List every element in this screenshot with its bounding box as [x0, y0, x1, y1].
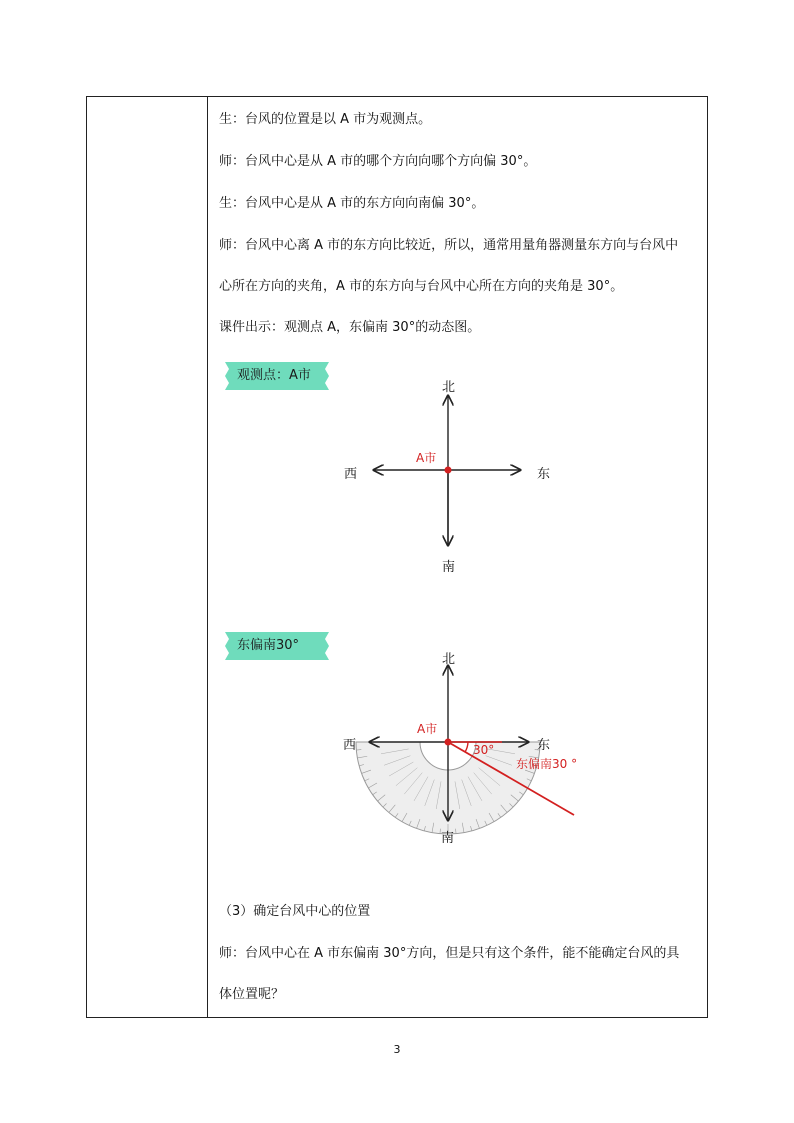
text-line-7: （3）确定台风中心的位置 [219, 904, 371, 919]
east-label-1: 东 [537, 467, 551, 482]
text-line-6: 课件出示：观测点 A，东偏南 30°的动态图。 [219, 320, 481, 335]
compass-1 [374, 396, 520, 545]
text-line-1: 生：台风的位置是以 A 市为观测点。 [219, 112, 432, 127]
direction-label: 东偏南30 ° [516, 757, 578, 771]
center-point-2 [445, 739, 452, 746]
direction-label-box: 东偏南30° [225, 632, 329, 660]
text-line-8: 师：台风中心在 A 市东偏南 30°方向，但是只有这个条件，能不能确定台风的具 [219, 946, 680, 961]
north-label-1: 北 [442, 380, 456, 395]
text-line-9: 体位置呢？ [219, 987, 285, 1002]
page-number: 3 [393, 1043, 401, 1056]
center-label-2: A市 [417, 722, 438, 736]
text-line-3: 生：台风中心是从 A 市的东方向向南偏 30°。 [219, 196, 485, 211]
observation-point-label: 观测点：A市 [225, 362, 329, 390]
south-label-1: 南 [442, 560, 456, 575]
west-label-2: 西 [343, 738, 357, 753]
angle-label: 30° [473, 743, 495, 757]
text-line-4: 师：台风中心离 A 市的东方向比较近，所以，通常用量角器测量东方向与台风中 [219, 238, 679, 253]
east-label-2: 东 [537, 738, 551, 753]
west-label-1: 西 [344, 467, 358, 482]
text-line-5: 心所在方向的夹角，A 市的东方向与台风中心所在方向的夹角是 30°。 [219, 279, 624, 294]
north-label-2: 北 [442, 652, 456, 667]
center-point [445, 467, 452, 474]
center-label-1: A市 [416, 451, 437, 465]
south-label-2: 南 [441, 831, 455, 846]
text-line-2: 师：台风中心是从 A 市的哪个方向向哪个方向偏 30°。 [219, 154, 537, 169]
